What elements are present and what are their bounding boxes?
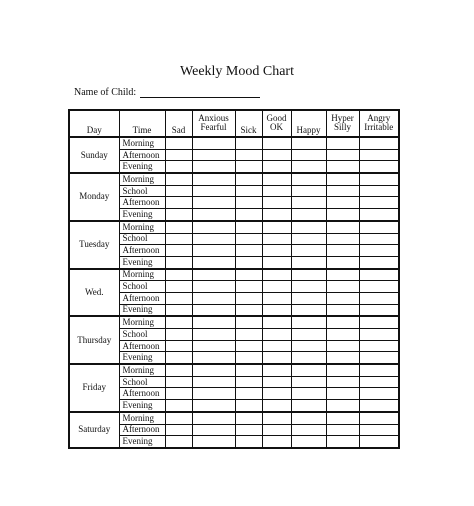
mood-cell-sad[interactable] <box>165 292 192 304</box>
mood-cell-anxious[interactable] <box>192 233 235 245</box>
mood-cell-sad[interactable] <box>165 185 192 197</box>
time-cell: Evening <box>119 161 165 173</box>
mood-cell-good[interactable] <box>262 400 291 412</box>
mood-cell-good[interactable] <box>262 316 291 328</box>
mood-cell-angry[interactable] <box>359 376 399 388</box>
mood-cell-sad[interactable] <box>165 173 192 185</box>
mood-cell-sick[interactable] <box>235 281 262 293</box>
mood-cell-hyper[interactable] <box>326 412 359 424</box>
mood-cell-angry[interactable] <box>359 161 399 173</box>
mood-cell-sad[interactable] <box>165 376 192 388</box>
mood-cell-sick[interactable] <box>235 388 262 400</box>
mood-cell-good[interactable] <box>262 197 291 209</box>
table-row <box>69 137 399 149</box>
mood-cell-anxious[interactable] <box>192 316 235 328</box>
table-row <box>69 233 399 245</box>
table-row <box>69 256 399 268</box>
mood-cell-happy[interactable] <box>291 316 326 328</box>
mood-cell-happy[interactable] <box>291 149 326 161</box>
mood-cell-happy[interactable] <box>291 137 326 149</box>
mood-cell-angry[interactable] <box>359 269 399 281</box>
time-cell: Evening <box>119 256 165 268</box>
mood-cell-good[interactable] <box>262 161 291 173</box>
mood-cell-angry[interactable] <box>359 316 399 328</box>
time-cell: School <box>119 329 165 341</box>
mood-cell-hyper[interactable] <box>326 281 359 293</box>
header-good: Good <box>266 113 287 123</box>
day-cell: Saturday <box>69 412 119 448</box>
time-cell: School <box>119 376 165 388</box>
mood-cell-happy[interactable] <box>291 185 326 197</box>
table-row <box>69 340 399 352</box>
mood-cell-angry[interactable] <box>359 245 399 257</box>
mood-cell-happy[interactable] <box>291 424 326 436</box>
mood-cell-angry[interactable] <box>359 292 399 304</box>
mood-cell-happy[interactable] <box>291 245 326 257</box>
mood-cell-happy[interactable] <box>291 400 326 412</box>
table-row <box>69 424 399 436</box>
mood-cell-good[interactable] <box>262 412 291 424</box>
mood-cell-hyper[interactable] <box>326 256 359 268</box>
mood-cell-hyper[interactable] <box>326 173 359 185</box>
mood-cell-angry[interactable] <box>359 137 399 149</box>
mood-cell-sick[interactable] <box>235 197 262 209</box>
mood-cell-sick[interactable] <box>235 376 262 388</box>
mood-cell-angry[interactable] <box>359 424 399 436</box>
mood-cell-anxious[interactable] <box>192 256 235 268</box>
mood-cell-happy[interactable] <box>291 364 326 376</box>
mood-cell-hyper[interactable] <box>326 185 359 197</box>
mood-cell-good[interactable] <box>262 173 291 185</box>
mood-cell-happy[interactable] <box>291 388 326 400</box>
mood-table-body <box>69 137 399 448</box>
mood-cell-hyper[interactable] <box>326 233 359 245</box>
mood-cell-angry[interactable] <box>359 304 399 316</box>
mood-cell-sick[interactable] <box>235 352 262 364</box>
mood-cell-anxious[interactable] <box>192 436 235 448</box>
mood-cell-good[interactable] <box>262 256 291 268</box>
table-row <box>69 281 399 293</box>
mood-cell-sad[interactable] <box>165 281 192 293</box>
time-cell: Morning <box>119 269 165 281</box>
mood-cell-sick[interactable] <box>235 292 262 304</box>
mood-cell-hyper[interactable] <box>326 364 359 376</box>
time-cell: Afternoon <box>119 245 165 257</box>
mood-cell-angry[interactable] <box>359 388 399 400</box>
mood-cell-sad[interactable] <box>165 161 192 173</box>
mood-cell-good[interactable] <box>262 424 291 436</box>
mood-cell-hyper[interactable] <box>326 149 359 161</box>
mood-cell-good[interactable] <box>262 292 291 304</box>
mood-cell-sick[interactable] <box>235 233 262 245</box>
mood-cell-happy[interactable] <box>291 304 326 316</box>
mood-cell-anxious[interactable] <box>192 269 235 281</box>
mood-cell-good[interactable] <box>262 137 291 149</box>
mood-cell-good[interactable] <box>262 281 291 293</box>
day-cell: Friday <box>69 364 119 412</box>
mood-cell-happy[interactable] <box>291 209 326 221</box>
mood-cell-sick[interactable] <box>235 329 262 341</box>
mood-cell-anxious[interactable] <box>192 376 235 388</box>
header-day: Day <box>69 110 119 137</box>
table-row <box>69 292 399 304</box>
mood-cell-hyper[interactable] <box>326 221 359 233</box>
table-row <box>69 412 399 424</box>
mood-cell-sad[interactable] <box>165 233 192 245</box>
time-cell: Morning <box>119 137 165 149</box>
time-cell: Afternoon <box>119 424 165 436</box>
mood-cell-sad[interactable] <box>165 436 192 448</box>
mood-cell-sad[interactable] <box>165 209 192 221</box>
table-row <box>69 352 399 364</box>
mood-cell-hyper[interactable] <box>326 329 359 341</box>
mood-cell-good[interactable] <box>262 364 291 376</box>
time-cell: Morning <box>119 364 165 376</box>
mood-cell-happy[interactable] <box>291 412 326 424</box>
table-row <box>69 329 399 341</box>
mood-cell-sad[interactable] <box>165 412 192 424</box>
mood-cell-angry[interactable] <box>359 329 399 341</box>
mood-cell-angry[interactable] <box>359 436 399 448</box>
header-hyper-silly <box>326 110 359 137</box>
mood-cell-sick[interactable] <box>235 137 262 149</box>
mood-cell-anxious[interactable] <box>192 185 235 197</box>
time-cell: School <box>119 185 165 197</box>
time-cell: Evening <box>119 304 165 316</box>
mood-cell-happy[interactable] <box>291 329 326 341</box>
table-row <box>69 269 399 281</box>
name-of-child-field[interactable] <box>140 88 260 98</box>
mood-cell-happy[interactable] <box>291 340 326 352</box>
table-row <box>69 209 399 221</box>
mood-cell-angry[interactable] <box>359 221 399 233</box>
mood-cell-anxious[interactable] <box>192 424 235 436</box>
mood-cell-anxious[interactable] <box>192 400 235 412</box>
mood-cell-sad[interactable] <box>165 352 192 364</box>
time-cell: School <box>119 281 165 293</box>
time-cell: Evening <box>119 400 165 412</box>
mood-cell-sad[interactable] <box>165 149 192 161</box>
mood-cell-angry[interactable] <box>359 173 399 185</box>
mood-cell-sad[interactable] <box>165 364 192 376</box>
day-cell: Sunday <box>69 137 119 173</box>
header-anxious: Anxious <box>198 113 229 123</box>
header-hyper: Hyper <box>331 113 354 123</box>
page-title: Weekly Mood Chart <box>180 64 294 79</box>
mood-cell-anxious[interactable] <box>192 388 235 400</box>
name-of-child-row <box>74 87 260 98</box>
table-row <box>69 245 399 257</box>
mood-cell-good[interactable] <box>262 436 291 448</box>
mood-cell-anxious[interactable] <box>192 412 235 424</box>
mood-cell-hyper[interactable] <box>326 137 359 149</box>
header-silly: Silly <box>333 122 351 132</box>
mood-cell-hyper[interactable] <box>326 304 359 316</box>
table-row <box>69 304 399 316</box>
mood-cell-anxious[interactable] <box>192 281 235 293</box>
table-row <box>69 197 399 209</box>
table-row <box>69 400 399 412</box>
mood-cell-anxious[interactable] <box>192 161 235 173</box>
mood-cell-anxious[interactable] <box>192 304 235 316</box>
mood-cell-anxious[interactable] <box>192 173 235 185</box>
table-row <box>69 316 399 328</box>
mood-cell-hyper[interactable] <box>326 376 359 388</box>
name-of-child-label: Name of Child: <box>74 87 137 98</box>
mood-cell-sad[interactable] <box>165 329 192 341</box>
time-cell: Evening <box>119 436 165 448</box>
mood-cell-happy[interactable] <box>291 233 326 245</box>
mood-cell-good[interactable] <box>262 376 291 388</box>
table-row <box>69 149 399 161</box>
mood-cell-hyper[interactable] <box>326 197 359 209</box>
mood-cell-angry[interactable] <box>359 149 399 161</box>
time-cell: Evening <box>119 352 165 364</box>
table-row <box>69 436 399 448</box>
mood-cell-sick[interactable] <box>235 400 262 412</box>
mood-cell-sad[interactable] <box>165 245 192 257</box>
time-cell: School <box>119 233 165 245</box>
mood-cell-sick[interactable] <box>235 340 262 352</box>
time-cell: Morning <box>119 221 165 233</box>
mood-cell-angry[interactable] <box>359 340 399 352</box>
mood-cell-sick[interactable] <box>235 256 262 268</box>
day-cell: Wed. <box>69 269 119 317</box>
mood-cell-sad[interactable] <box>165 316 192 328</box>
mood-cell-sick[interactable] <box>235 149 262 161</box>
table-row <box>69 221 399 233</box>
header-good-ok <box>262 110 291 137</box>
mood-cell-sick[interactable] <box>235 424 262 436</box>
mood-cell-good[interactable] <box>262 304 291 316</box>
mood-cell-sick[interactable] <box>235 412 262 424</box>
mood-cell-sad[interactable] <box>165 388 192 400</box>
mood-cell-happy[interactable] <box>291 292 326 304</box>
mood-cell-anxious[interactable] <box>192 352 235 364</box>
time-cell: Afternoon <box>119 197 165 209</box>
header-time: Time <box>119 110 165 137</box>
mood-cell-happy[interactable] <box>291 352 326 364</box>
mood-cell-happy[interactable] <box>291 161 326 173</box>
day-cell: Monday <box>69 173 119 221</box>
mood-cell-happy[interactable] <box>291 436 326 448</box>
mood-cell-angry[interactable] <box>359 197 399 209</box>
mood-cell-sick[interactable] <box>235 316 262 328</box>
mood-cell-hyper[interactable] <box>326 161 359 173</box>
time-cell: Afternoon <box>119 340 165 352</box>
header-irritable: Irritable <box>364 122 394 132</box>
mood-cell-hyper[interactable] <box>326 245 359 257</box>
mood-cell-happy[interactable] <box>291 221 326 233</box>
mood-cell-hyper[interactable] <box>326 292 359 304</box>
table-row <box>69 161 399 173</box>
mood-cell-sick[interactable] <box>235 245 262 257</box>
mood-cell-hyper[interactable] <box>326 436 359 448</box>
mood-cell-angry[interactable] <box>359 400 399 412</box>
time-cell: Morning <box>119 316 165 328</box>
mood-cell-sick[interactable] <box>235 185 262 197</box>
mood-cell-happy[interactable] <box>291 197 326 209</box>
mood-cell-hyper[interactable] <box>326 352 359 364</box>
mood-cell-anxious[interactable] <box>192 245 235 257</box>
mood-cell-good[interactable] <box>262 233 291 245</box>
mood-cell-sad[interactable] <box>165 221 192 233</box>
mood-cell-anxious[interactable] <box>192 197 235 209</box>
mood-cell-good[interactable] <box>262 149 291 161</box>
mood-cell-sad[interactable] <box>165 137 192 149</box>
mood-cell-anxious[interactable] <box>192 292 235 304</box>
mood-cell-angry[interactable] <box>359 281 399 293</box>
mood-cell-sad[interactable] <box>165 340 192 352</box>
mood-cell-angry[interactable] <box>359 412 399 424</box>
mood-cell-sick[interactable] <box>235 364 262 376</box>
header-anxious-fearful <box>192 110 235 137</box>
mood-cell-angry[interactable] <box>359 233 399 245</box>
header-angry: Angry <box>367 113 391 123</box>
mood-cell-anxious[interactable] <box>192 340 235 352</box>
mood-cell-sad[interactable] <box>165 256 192 268</box>
mood-cell-good[interactable] <box>262 352 291 364</box>
mood-cell-good[interactable] <box>262 269 291 281</box>
mood-cell-anxious[interactable] <box>192 221 235 233</box>
time-cell: Evening <box>119 209 165 221</box>
mood-cell-angry[interactable] <box>359 352 399 364</box>
table-row <box>69 185 399 197</box>
mood-cell-sick[interactable] <box>235 161 262 173</box>
day-cell: Tuesday <box>69 221 119 269</box>
mood-cell-good[interactable] <box>262 221 291 233</box>
mood-cell-angry[interactable] <box>359 364 399 376</box>
mood-cell-hyper[interactable] <box>326 424 359 436</box>
mood-cell-anxious[interactable] <box>192 137 235 149</box>
table-row <box>69 376 399 388</box>
header-angry-irritable <box>359 110 399 137</box>
header-ok: OK <box>270 122 283 132</box>
mood-cell-anxious[interactable] <box>192 149 235 161</box>
header-sick: Sick <box>235 110 262 137</box>
mood-table <box>68 109 400 449</box>
mood-cell-hyper[interactable] <box>326 340 359 352</box>
mood-cell-sad[interactable] <box>165 197 192 209</box>
mood-cell-good[interactable] <box>262 388 291 400</box>
mood-cell-happy[interactable] <box>291 173 326 185</box>
day-cell: Thursday <box>69 316 119 364</box>
mood-cell-angry[interactable] <box>359 256 399 268</box>
mood-cell-hyper[interactable] <box>326 316 359 328</box>
mood-cell-sad[interactable] <box>165 269 192 281</box>
mood-cell-anxious[interactable] <box>192 364 235 376</box>
time-cell: Afternoon <box>119 149 165 161</box>
mood-cell-sick[interactable] <box>235 221 262 233</box>
mood-cell-angry[interactable] <box>359 185 399 197</box>
mood-cell-hyper[interactable] <box>326 209 359 221</box>
time-cell: Afternoon <box>119 292 165 304</box>
mood-cell-happy[interactable] <box>291 269 326 281</box>
mood-cell-good[interactable] <box>262 185 291 197</box>
mood-cell-anxious[interactable] <box>192 209 235 221</box>
mood-cell-hyper[interactable] <box>326 388 359 400</box>
time-cell: Morning <box>119 173 165 185</box>
mood-cell-happy[interactable] <box>291 281 326 293</box>
table-row <box>69 388 399 400</box>
header-fearful: Fearful <box>200 122 227 132</box>
header-sad: Sad <box>165 110 192 137</box>
mood-cell-sick[interactable] <box>235 209 262 221</box>
mood-cell-happy[interactable] <box>291 256 326 268</box>
mood-cell-sad[interactable] <box>165 424 192 436</box>
mood-cell-hyper[interactable] <box>326 400 359 412</box>
mood-cell-angry[interactable] <box>359 209 399 221</box>
time-cell: Morning <box>119 412 165 424</box>
mood-cell-good[interactable] <box>262 209 291 221</box>
mood-cell-sick[interactable] <box>235 304 262 316</box>
mood-cell-good[interactable] <box>262 245 291 257</box>
table-row <box>69 364 399 376</box>
header-row <box>69 110 399 137</box>
mood-cell-sick[interactable] <box>235 436 262 448</box>
mood-cell-sick[interactable] <box>235 269 262 281</box>
mood-cell-happy[interactable] <box>291 376 326 388</box>
time-cell: Afternoon <box>119 388 165 400</box>
table-row <box>69 173 399 185</box>
mood-cell-sick[interactable] <box>235 173 262 185</box>
mood-cell-sad[interactable] <box>165 400 192 412</box>
mood-cell-good[interactable] <box>262 340 291 352</box>
mood-cell-good[interactable] <box>262 329 291 341</box>
mood-cell-sad[interactable] <box>165 304 192 316</box>
mood-cell-anxious[interactable] <box>192 329 235 341</box>
header-happy: Happy <box>291 110 326 137</box>
mood-cell-hyper[interactable] <box>326 269 359 281</box>
